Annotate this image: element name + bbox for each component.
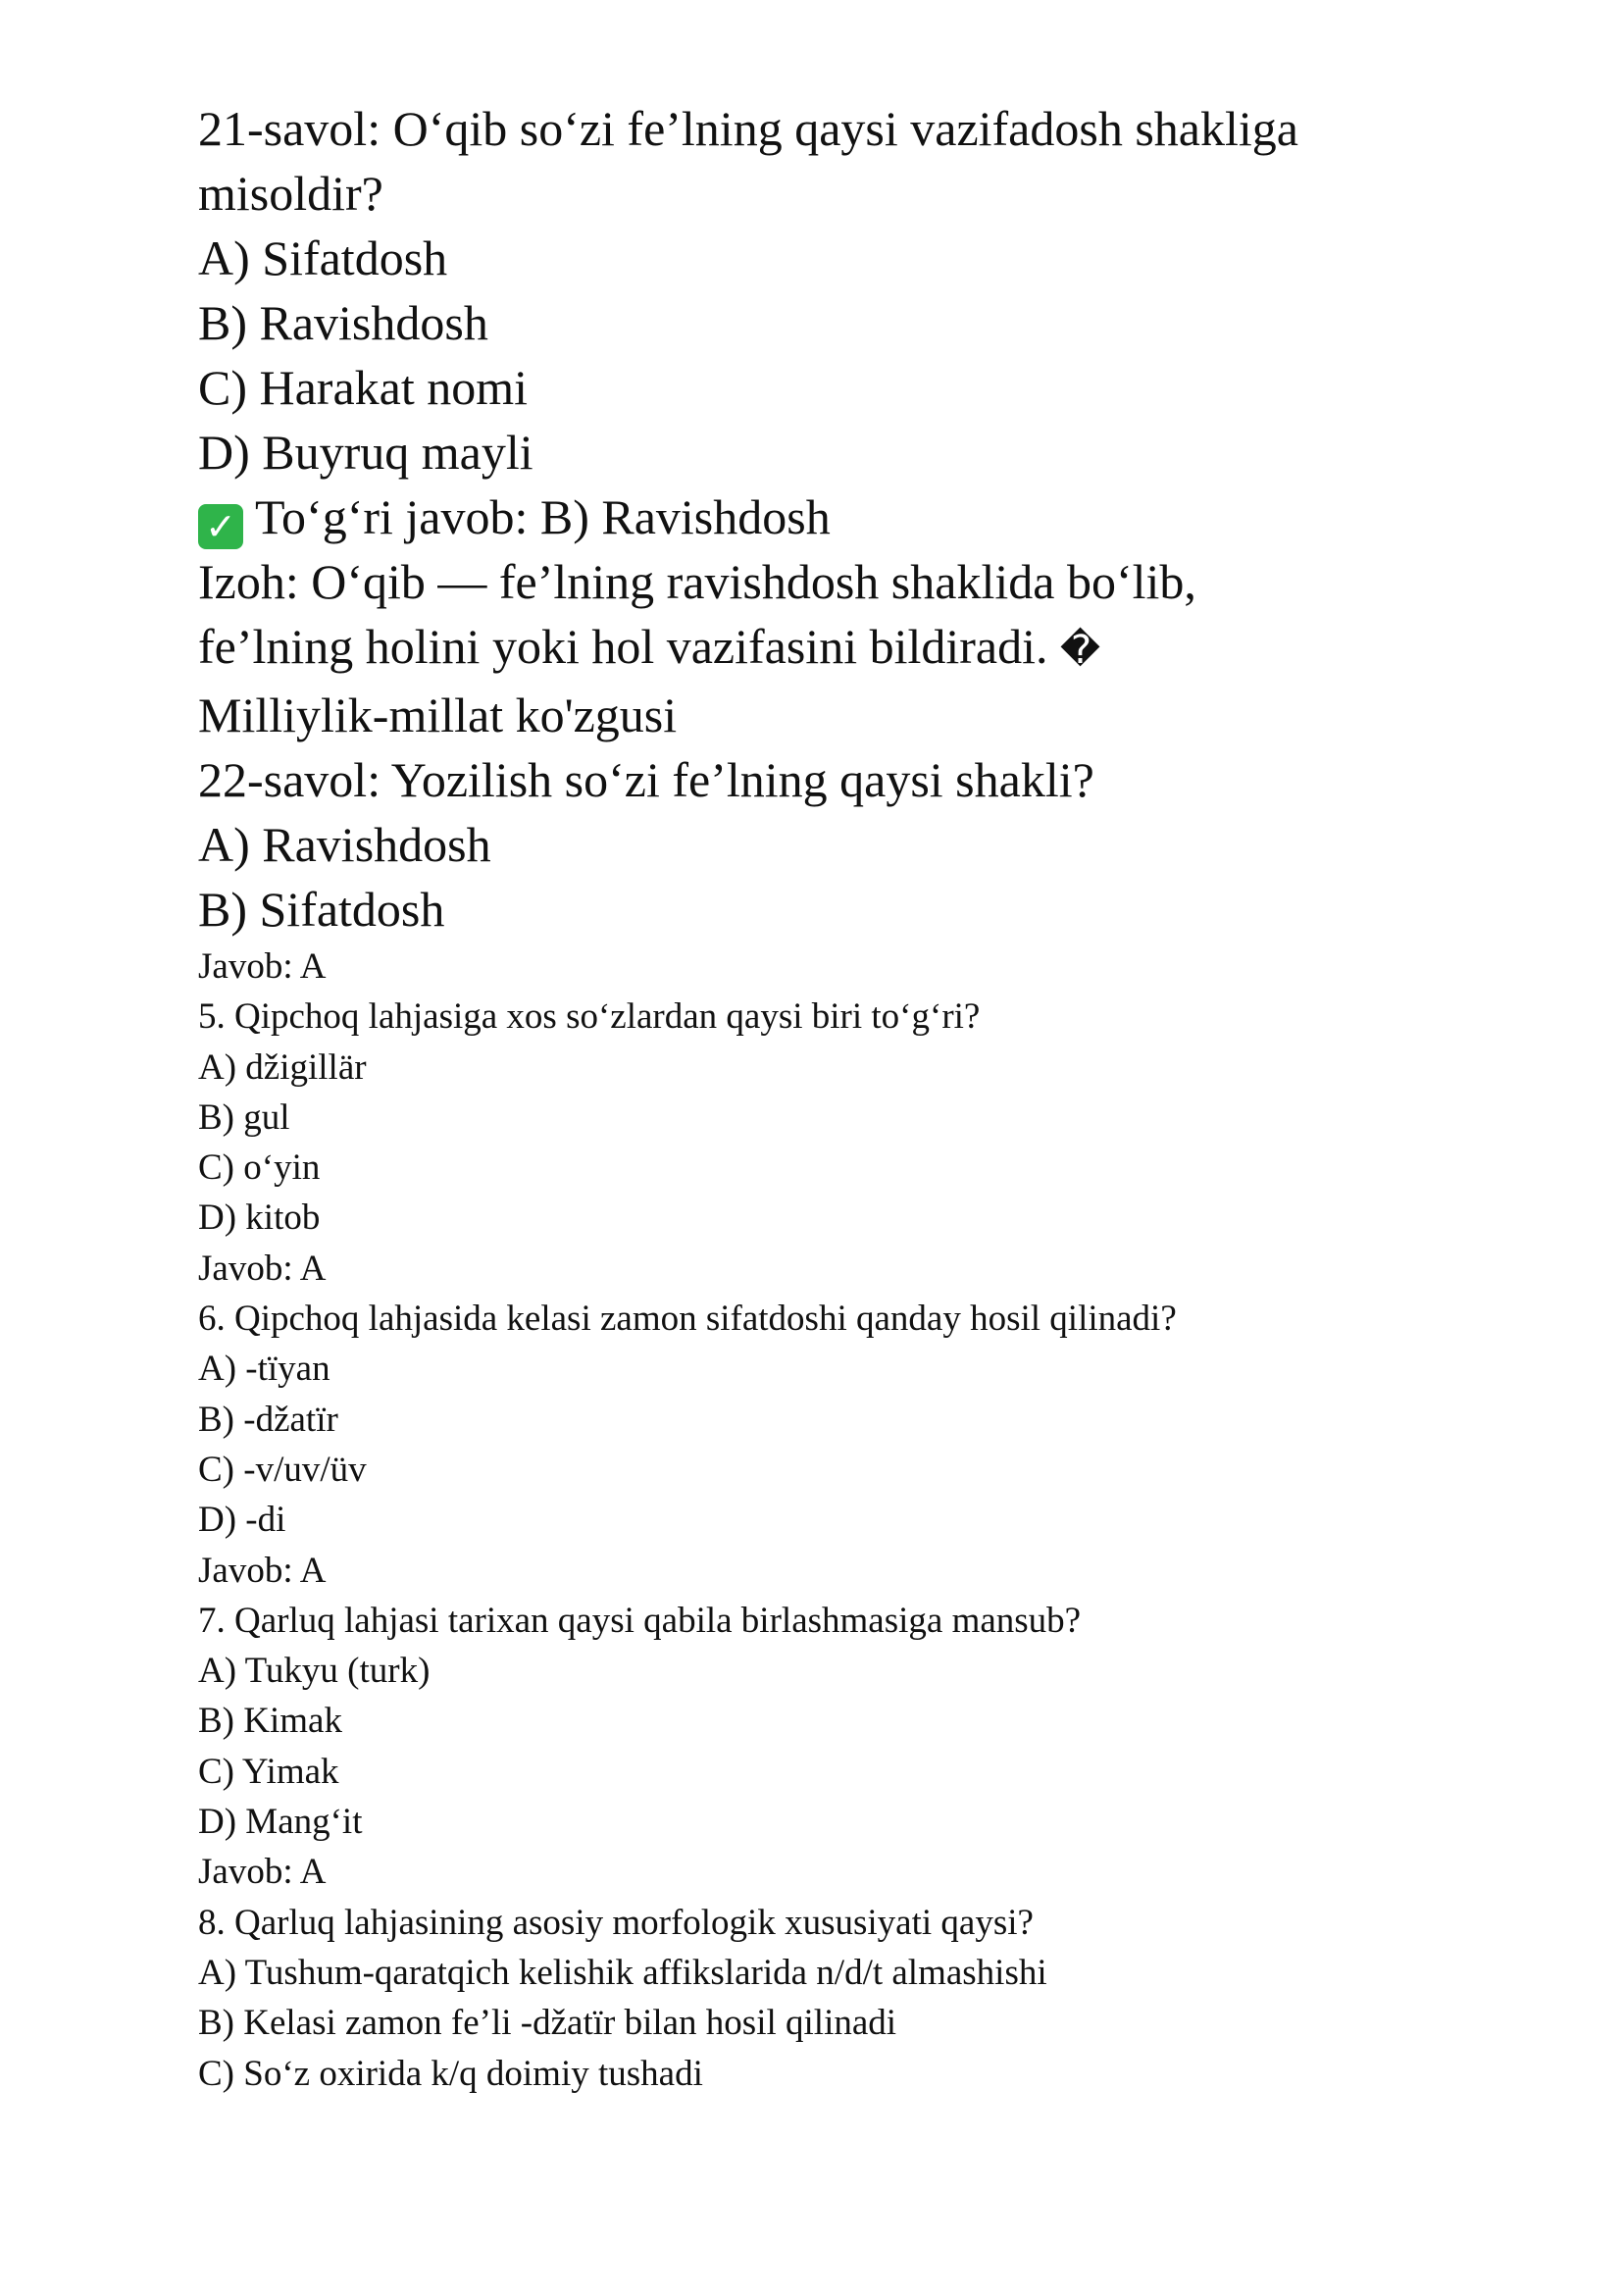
question-7-option-d: D) Mang‘it (198, 1802, 363, 1843)
question-21-line-2: misoldir? (198, 166, 383, 221)
question-7-option-b: B) Kimak (198, 1701, 342, 1742)
question-22-option-b: B) Sifatdosh (198, 882, 445, 937)
question-8-option-b: B) Kelasi zamon fe’li -džatïr bilan hosil qilinadi (198, 2003, 897, 2044)
question-21-option-b: B) Ravishdosh (198, 295, 488, 350)
question-6-option-a: A) -tïyan (198, 1349, 330, 1390)
unknown-glyph-icon: � (1060, 628, 1101, 673)
question-7-option-c: C) Yimak (198, 1751, 339, 1792)
document-page (198, 96, 1473, 2099)
question-6-option-c: C) -v/uv/üv (198, 1449, 367, 1490)
question-5: 5. Qipchoq lahjasiga xos so‘zlardan qaysi biri to‘g‘ri? (198, 996, 981, 1038)
question-21-option-a: A) Sifatdosh (198, 230, 448, 285)
question-6-answer: Javob: A (198, 1550, 327, 1591)
question-5-option-d: D) kitob (198, 1198, 321, 1239)
question-21-line-1: 21-savol: O‘qib so‘zi fe’lning qaysi vazifadosh shakliga (198, 101, 1298, 156)
explanation-line-3: Milliylik-millat ko'zgusi (198, 688, 678, 742)
question-21-option-d: D) Buyruq mayli (198, 425, 533, 480)
question-6: 6. Qipchoq lahjasida kelasi zamon sifatdoshi qanday hosil qilinadi? (198, 1299, 1177, 1340)
question-21-option-c: C) Harakat nomi (198, 360, 529, 415)
check-mark-icon: ✓ (198, 504, 243, 549)
question-7-option-a: A) Tukyu (turk) (198, 1651, 431, 1692)
question-8-option-c: C) So‘z oxirida k/q doimiy tushadi (198, 2053, 703, 2094)
explanation-line-2-text: fe’lning holini yoki hol vazifasini bildiradi. (198, 619, 1048, 674)
question-22-option-a: A) Ravishdosh (198, 817, 491, 872)
question-8-option-a: A) Tushum-qaratqich kelishik affikslarida n/d/t almashishi (198, 1952, 1047, 1993)
answer-line: Javob: A (198, 946, 327, 987)
correct-answer-line (198, 484, 1473, 549)
correct-answer-text: To‘g‘ri javob: B) Ravishdosh (255, 489, 831, 544)
question-7: 7. Qarluq lahjasi tarixan qaysi qabila birlashmasiga mansub? (198, 1600, 1082, 1641)
question-7-answer: Javob: A (198, 1852, 327, 1893)
question-8: 8. Qarluq lahjasining asosiy morfologik xususiyati qaysi? (198, 1902, 1034, 1943)
question-5-option-a: A) džigillär (198, 1046, 367, 1088)
explanation-line-1: Izoh: O‘qib — fe’lning ravishdosh shaklida bo‘lib, (198, 554, 1196, 609)
question-6-option-d: D) -di (198, 1500, 286, 1541)
question-5-option-c: C) o‘yin (198, 1147, 321, 1189)
question-22: 22-savol: Yozilish so‘zi fe’lning qaysi shakli? (198, 752, 1094, 807)
explanation-line-2 (198, 614, 1473, 683)
question-5-answer: Javob: A (198, 1248, 327, 1289)
question-5-option-b: B) gul (198, 1096, 290, 1138)
question-6-option-b: B) -džatïr (198, 1399, 338, 1440)
